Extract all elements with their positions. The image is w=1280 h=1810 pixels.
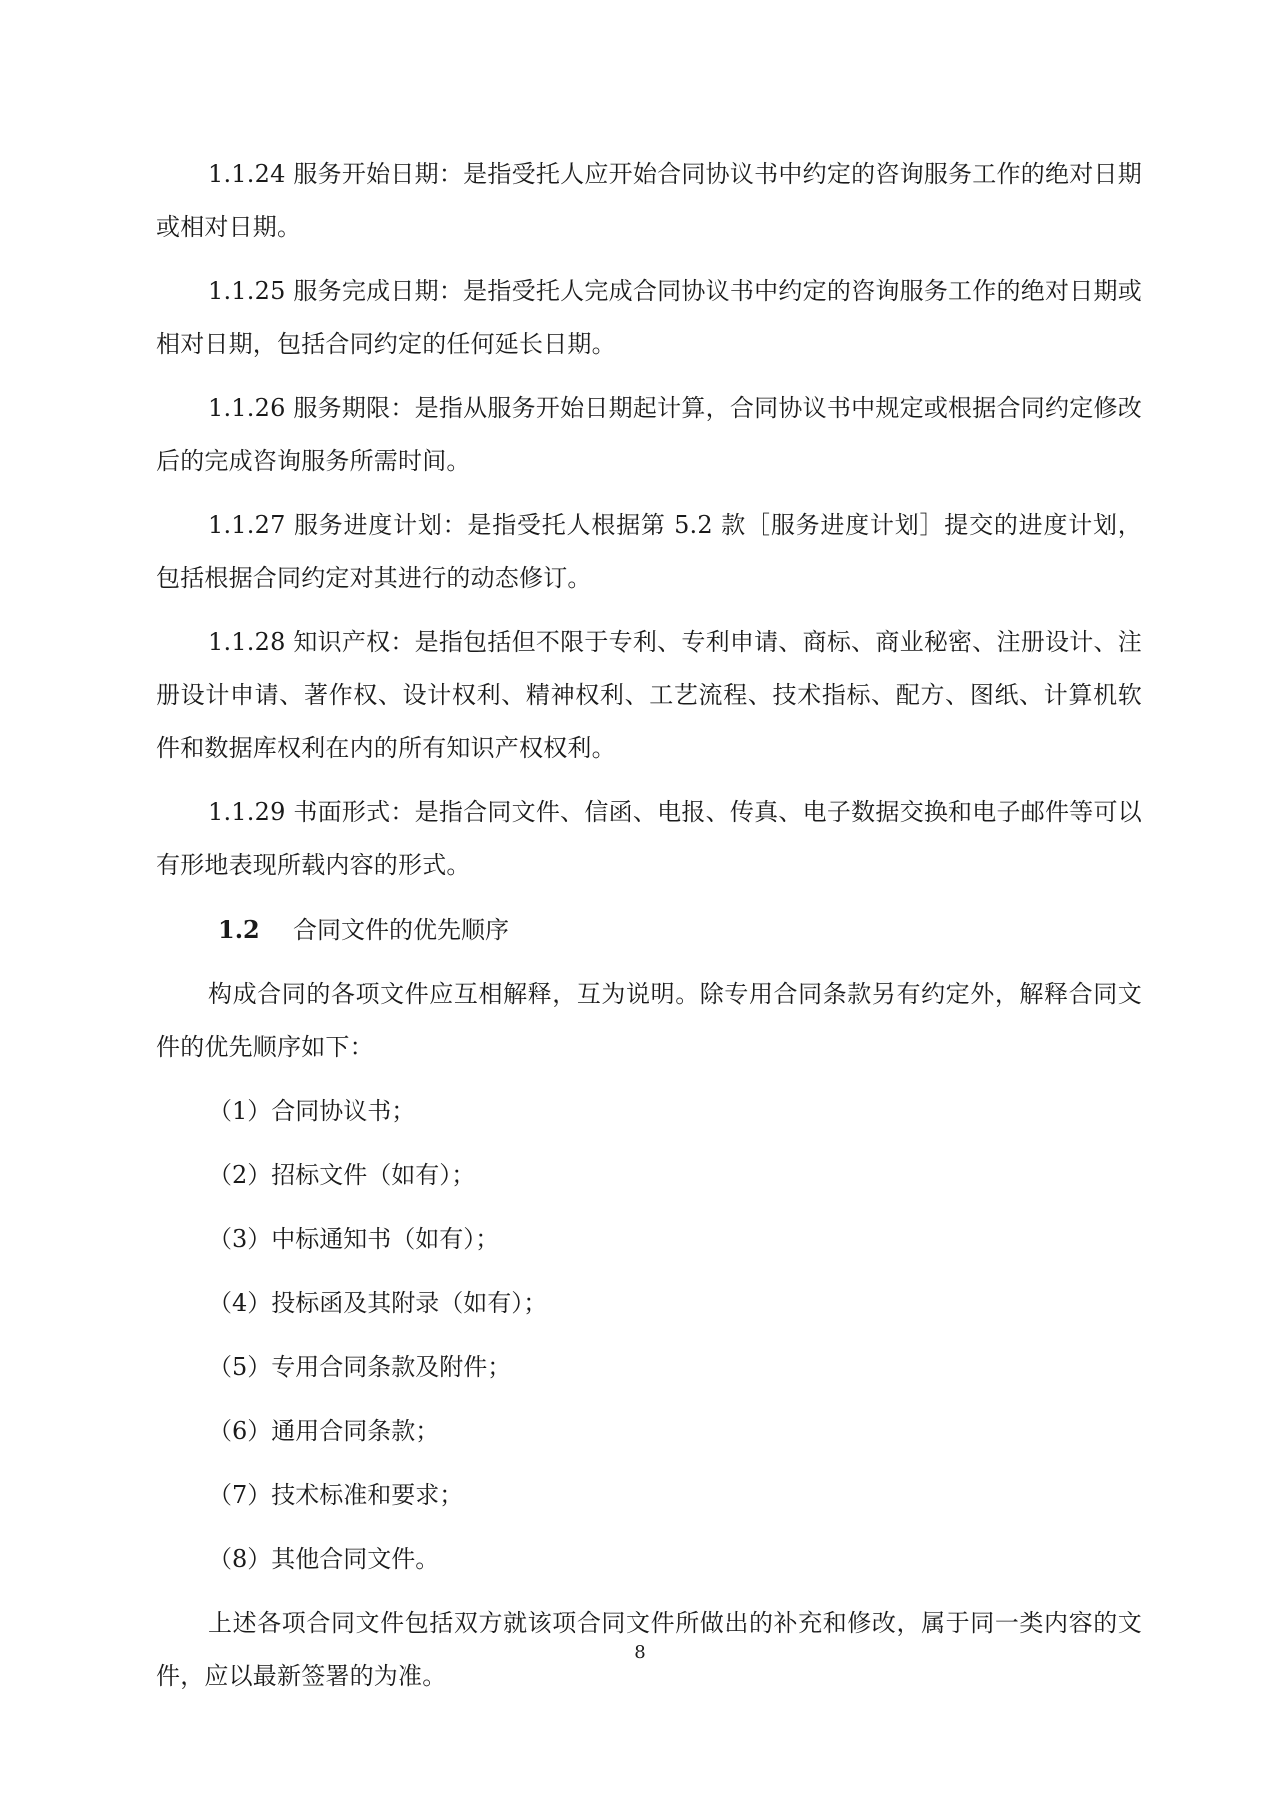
- list-item: （4）投标函及其附录（如有）；: [208, 1289, 548, 1317]
- page-number: 8: [634, 1642, 646, 1663]
- list-item: （6）通用合同条款；: [208, 1417, 440, 1445]
- section-title: 合同文件的优先顺序: [293, 916, 509, 944]
- list-item: （5）专用合同条款及附件；: [208, 1353, 512, 1381]
- list-item: （1）合同协议书；: [208, 1097, 416, 1125]
- section-intro: 构成合同的各项文件应互相解释，互为说明。除专用合同条款另有约定外，解释合同文件的优先顺序如下：: [156, 980, 1142, 1061]
- clause-1-1-27: 1.1.27 服务进度计划：是指受托人根据第 5.2 款［服务进度计划］提交的进度计划，包括根据合同约定对其进行的动态修订。: [156, 511, 1142, 592]
- section-heading: [156, 903, 1142, 957]
- list-item: （8）其他合同文件。: [208, 1545, 440, 1573]
- list-item: （7）技术标准和要求；: [208, 1481, 464, 1509]
- clause-1-1-29: 1.1.29 书面形式：是指合同文件、信函、电报、传真、电子数据交换和电子邮件等可以有形地表现所载内容的形式。: [156, 798, 1142, 879]
- clause-1-1-28: 1.1.28 知识产权：是指包括但不限于专利、专利申请、商标、商业秘密、注册设计、注册设计申请、著作权、设计权利、精神权利、工艺流程、技术指标、配方、图纸、计算机软件和数据库权利在内的所有知识产权权利。: [156, 628, 1142, 762]
- clause-1-1-24: 1.1.24 服务开始日期：是指受托人应开始合同协议书中约定的咨询服务工作的绝对日期或相对日期。: [156, 160, 1142, 241]
- list-item: （3）中标通知书（如有）；: [208, 1225, 500, 1253]
- list-item: （2）招标文件（如有）；: [208, 1161, 476, 1189]
- section-number: 1.2: [218, 915, 260, 944]
- clause-1-1-26: 1.1.26 服务期限：是指从服务开始日期起计算，合同协议书中规定或根据合同约定修改后的完成咨询服务所需时间。: [156, 394, 1142, 475]
- clause-1-1-25: 1.1.25 服务完成日期：是指受托人完成合同协议书中约定的咨询服务工作的绝对日期或相对日期，包括合同约定的任何延长日期。: [156, 277, 1142, 358]
- document-body: [156, 148, 1142, 1714]
- closing-paragraph: 上述各项合同文件包括双方就该项合同文件所做出的补充和修改，属于同一类内容的文件，应以最新签署的为准。: [156, 1609, 1142, 1690]
